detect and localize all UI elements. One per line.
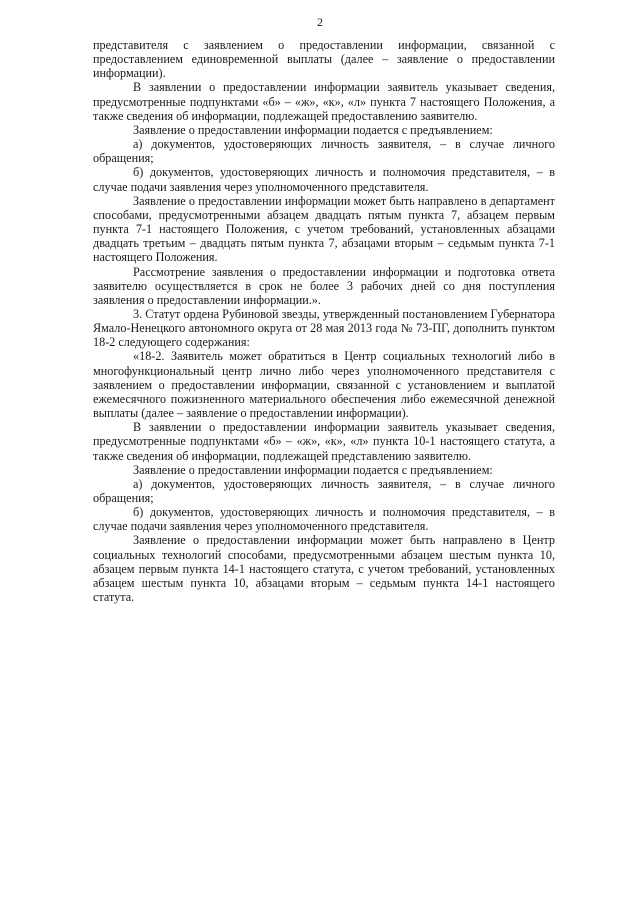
paragraph: Заявление о предоставлении информации может быть направлено в департамент способами, предусмотренными абзацем двадцать пятым пункта 7, абзацем первым пункта 7-1 настоящего Положения, с учетом требований, установленных абзацами двадцать третьим – двадцать пятым пункта 7, абзацами вторым – седьмым пункта 7-1 настоящего Положения. xyxy=(93,193,555,265)
paragraph: а) документов, удостоверяющих личность заявителя, – в случае личного обращения; xyxy=(93,476,555,505)
paragraph-continuation: представителя с заявлением о предоставлении информации, связанной с предоставлением единовременной выплаты (далее – заявление о предоставлении информации). xyxy=(93,38,555,81)
page-number: 2 xyxy=(317,15,323,29)
paragraph: Заявление о предоставлении информации подается с предъявлением: xyxy=(133,122,493,137)
paragraph: б) документов, удостоверяющих личность и полномочия представителя, – в случае подачи заявления через уполномоченного представителя. xyxy=(93,165,555,194)
document-body xyxy=(93,38,555,604)
paragraph: а) документов, удостоверяющих личность заявителя, – в случае личного обращения; xyxy=(93,137,555,166)
paragraph: В заявлении о предоставлении информации заявитель указывает сведения, предусмотренные подпунктами «б» – «ж», «к», «л» пункта 10-1 настоящего статута, а также сведения об информации, подлежащей представлению заявителю. xyxy=(93,420,555,463)
paragraph: Заявление о предоставлении информации подается с предъявлением: xyxy=(133,462,493,477)
paragraph: «18-2. Заявитель может обратиться в Центр социальных технологий либо в многофункциональный центр лично либо через уполномоченного представителя с заявлением о предоставлении информации, связанной с установлением и выплатой ежемесячного пожизненного материального обеспечения либо ежемесячной денежной выплаты (далее – заявление о предоставлении информации). xyxy=(93,349,555,421)
paragraph: Заявление о предоставлении информации может быть направлено в Центр социальных технологий способами, предусмотренными абзацем шестым пункта 10, абзацем первым пункта 14-1 настоящего статута, с учетом требований, установленных абзацем шестым пункта 10, абзацами вторым – седьмым пункта 14-1 настоящего статута. xyxy=(93,533,555,605)
paragraph: Рассмотрение заявления о предоставлении информации и подготовка ответа заявителю осуществляется в срок не более 3 рабочих дней со дня поступления заявления о предоставлении информации.». xyxy=(93,264,555,307)
paragraph: 3. Статут ордена Рубиновой звезды, утвержденный постановлением Губернатора Ямало-Ненецкого автономного округа от 28 мая 2013 года № 73-ПГ, дополнить пунктом 18-2 следующего содержания: xyxy=(93,306,555,350)
paragraph: В заявлении о предоставлении информации заявитель указывает сведения, предусмотренные подпунктами «б» – «ж», «к», «л» пункта 7 настоящего Положения, а также сведения об информации, подлежащей предоставлению заявителю. xyxy=(93,80,555,123)
paragraph: б) документов, удостоверяющих личность и полномочия представителя, – в случае подачи заявления через уполномоченного представителя. xyxy=(93,505,555,534)
